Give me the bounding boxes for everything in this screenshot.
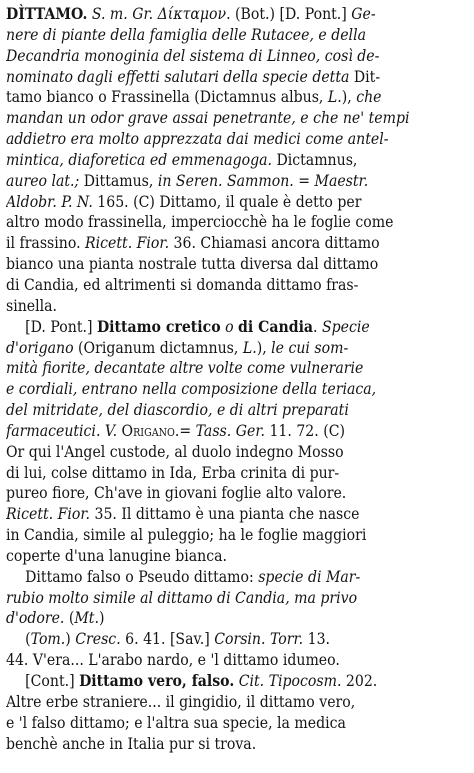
text-line (6, 212, 467, 233)
text-segment: ) (98, 608, 105, 628)
text-segment: Dit- (353, 66, 381, 86)
text-segment: Decandria monoginia del sistema di Linneo, così de- (6, 45, 380, 65)
text-segment: in Candia, simile al puleggio; ha le foglie maggiori (6, 525, 367, 545)
text-line (6, 379, 467, 400)
text-line (6, 150, 467, 171)
text-segment: ( (64, 608, 75, 628)
text-segment: di lui, colse dittamo in Ida, Erba crinita di pur- (6, 462, 340, 482)
text-segment: e 'l falso dittamo; e l'altra sua specie, la medica (6, 712, 346, 732)
text-line (6, 588, 467, 609)
text-segment: in Seren. Sammon. = Maestr. (157, 170, 369, 190)
text-line (6, 608, 467, 629)
text-segment: 11. 72. (C) (264, 420, 345, 440)
text-segment: S. m. Gr. (87, 4, 158, 23)
text-line (6, 567, 467, 588)
text-segment: . (313, 316, 323, 336)
text-line (6, 254, 467, 275)
text-line (6, 692, 467, 713)
text-line (6, 275, 467, 296)
text-segment: di Candia (238, 316, 314, 336)
text-segment: tamo bianco o Frassinella (Dictamnus albus, (6, 87, 328, 107)
text-segment: Specie (322, 316, 370, 336)
text-segment: mandan un odor grave assai penetrante, e che ne' tempi (6, 108, 410, 128)
text-segment: d'odore. (6, 608, 65, 628)
text-segment: Ge- (351, 4, 376, 23)
text-segment: Dictamnus, (271, 149, 358, 169)
text-segment: che (356, 87, 382, 107)
text-segment: nominato dagli effetti salutari della specie detta (6, 66, 354, 86)
text-line (6, 108, 467, 129)
text-line (6, 87, 467, 108)
text-segment: L. (327, 87, 342, 107)
text-line (6, 400, 467, 421)
text-segment: Δίκταμον (157, 4, 227, 23)
text-line (6, 504, 467, 525)
text-segment: il frassino. (6, 233, 86, 253)
text-segment: del mitridate, del diascordio, e di altri preparati (6, 400, 349, 420)
text-segment: 44. V'era... L'arabo nardo, e 'l dittamo idumeo. (6, 650, 340, 670)
text-segment: Cit. Tipocosm. (238, 671, 342, 690)
text-line (6, 483, 467, 504)
text-segment: Dittamo vero, falso. (79, 671, 235, 690)
text-segment: Or qui l'Angel custode, al duolo indegno Mosso (6, 441, 344, 461)
text-segment: e cordiali, entrano nella composizione della teriaca, (6, 379, 377, 399)
text-segment: Dittamo cretico (96, 316, 221, 336)
text-segment: aureo lat.; (6, 170, 80, 190)
text-segment: DÌTTAMO. (6, 4, 88, 23)
text-segment: pureo fiore, Ch'ave in giovani foglie alto valore. (6, 483, 347, 503)
text-segment: ), (256, 337, 272, 357)
text-line (6, 734, 467, 755)
text-segment: (Origanum dictamnus, (73, 337, 243, 357)
text-segment: coperte d'una lanugine bianca. (6, 545, 228, 565)
text-line (6, 25, 467, 46)
text-line (6, 713, 467, 734)
text-line (6, 192, 467, 213)
text-segment: nere di piante della famiglia delle Rutacee, e della (6, 24, 366, 44)
text-segment: sinella. (6, 295, 58, 315)
text-line (6, 546, 467, 567)
text-line (6, 67, 467, 88)
text-line (6, 629, 467, 650)
text-segment: mintica, diaforetica ed emmenagoga. (6, 149, 272, 169)
text-segment: L. (242, 337, 257, 357)
text-segment: bianco una pianta nostrale tutta diversa dal dittamo (6, 254, 379, 274)
text-line (6, 46, 467, 67)
text-segment: 165. (C) Dittamo, il quale è detto per (92, 191, 362, 211)
text-segment: Cresc. (75, 629, 121, 649)
text-segment: d'origano (6, 337, 74, 357)
text-segment: ), (341, 87, 357, 107)
text-segment: 6. 41. [Sav.] (120, 629, 215, 649)
text-segment: altro modo frassinella, imperciocchè ha le foglie come (6, 212, 394, 232)
text-line (6, 233, 467, 254)
text-segment: le cui som- (271, 337, 349, 357)
entry-text (6, 4, 468, 754)
text-segment: Aldobr. P. N. (6, 191, 93, 211)
text-segment: 13. (303, 629, 331, 649)
text-line (6, 525, 467, 546)
text-segment: benchè anche in Italia pur si trova. (6, 733, 257, 753)
text-line (6, 463, 467, 484)
text-line (6, 338, 467, 359)
text-line (6, 317, 467, 338)
text-segment: ) (65, 629, 76, 649)
text-segment: Mt. (74, 608, 99, 628)
text-segment: Origano (121, 420, 175, 440)
text-segment: Ricett. Fior. (6, 504, 91, 524)
text-segment: [Cont.] (25, 671, 80, 690)
text-segment: o (220, 316, 239, 336)
text-segment: Ricett. Fior. (85, 233, 170, 253)
text-segment: mità fiorite, decantate altre volte come vulnerarie (6, 358, 364, 378)
text-segment: ( (25, 629, 31, 649)
text-segment: . (Bot.) [D. Pont.] (226, 4, 352, 23)
text-line (6, 171, 467, 192)
text-segment: Dittamo falso o Pseudo dittamo: (25, 566, 259, 586)
text-line (6, 358, 467, 379)
text-line (6, 650, 467, 671)
text-line (6, 4, 467, 25)
text-line (6, 296, 467, 317)
text-segment: rubio molto simile al dittamo di Candia, ma privo (6, 587, 358, 607)
text-segment: specie di Mar- (258, 566, 361, 586)
text-line (6, 442, 467, 463)
text-segment: Altre erbe straniere... il gingidio, il dittamo vero, (6, 691, 356, 711)
text-line (6, 421, 467, 442)
text-segment: .= (174, 420, 196, 440)
text-line (6, 671, 467, 692)
text-line (6, 129, 467, 150)
text-segment: Tass. Ger. (195, 420, 265, 440)
text-segment: 36. Chiamasi ancora dittamo (169, 233, 380, 253)
text-segment: [D. Pont.] (25, 316, 97, 336)
text-segment: Corsin. Torr. (214, 629, 304, 649)
text-segment: di Candia, ed altrimenti si domanda dittamo fras- (6, 274, 359, 294)
text-segment: farmaceutici. V. (6, 420, 122, 440)
text-segment: addietro era molto apprezzata dai medici come antel- (6, 129, 389, 149)
text-segment: 202. (341, 671, 378, 690)
text-segment: 35. Il dittamo è una pianta che nasce (90, 504, 360, 524)
text-segment: Dittamus, (79, 170, 158, 190)
text-segment: Tom. (30, 629, 66, 649)
